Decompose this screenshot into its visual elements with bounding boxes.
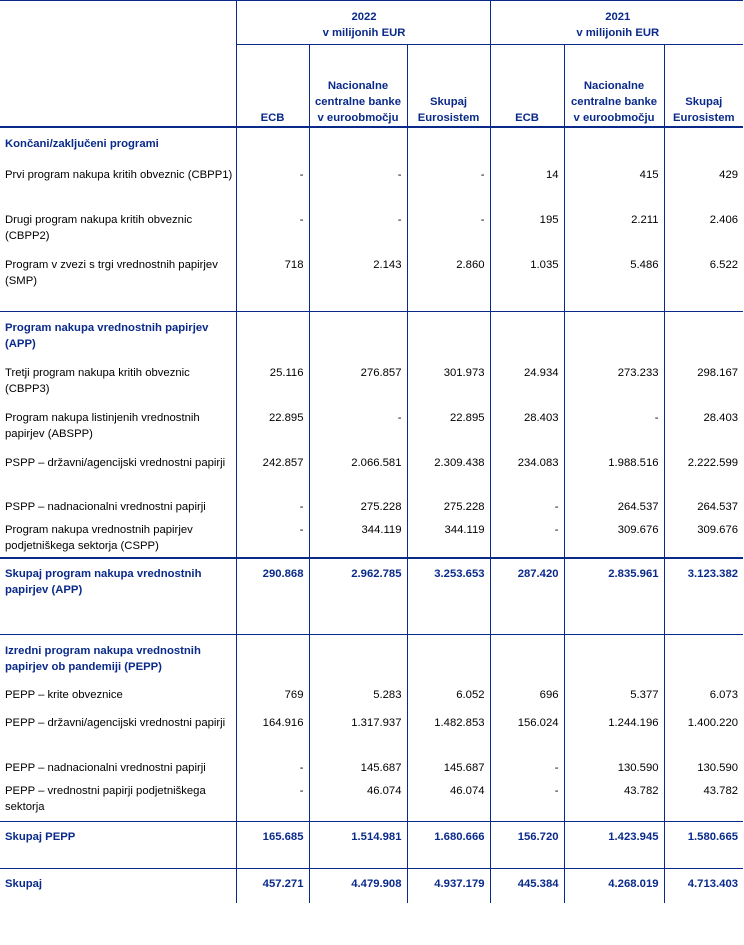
cell-total-2021: 2.406: [709, 213, 739, 226]
cell-ncb-2021: 2.211: [564, 205, 664, 250]
cell-total-2021: 6.522: [709, 258, 739, 271]
cell-total-2022: 2.860: [407, 250, 490, 312]
row-label: PEPP – vrednostni papirji podjetniškega sektorja: [0, 776, 236, 822]
cell-ncb-2021: 2.835.961: [564, 558, 664, 635]
section-concluded-row: [0, 127, 743, 160]
cell-ecb-2022: -: [236, 205, 309, 250]
cell-total-2022: 46.074: [407, 776, 490, 822]
cell-ncb-2022: 46.074: [309, 776, 407, 822]
cell-ncb-2022: -: [309, 205, 407, 250]
cell-ncb-2022: -: [309, 160, 407, 205]
cell-ecb-2022: 290.868: [236, 558, 309, 635]
cell-total-2022: 1.482.853: [407, 708, 490, 753]
cell-ecb-2022: 22.895: [236, 403, 309, 448]
table-row: [0, 358, 743, 403]
col-total-2021: Skupaj Eurosistem: [664, 45, 743, 127]
cell-ncb-2022: -: [309, 403, 407, 448]
cell-ncb-2021: -: [564, 403, 664, 448]
cell-ncb-2022: 344.119: [309, 515, 407, 558]
row-label: PEPP – nadnacionalni vrednostni papirji: [0, 753, 236, 776]
cell-ecb-2021: 287.420: [490, 558, 564, 635]
total-row: [0, 869, 743, 903]
cell-ncb-2022: 275.228: [309, 492, 407, 515]
cell-ncb-2021: 1.244.196: [564, 708, 664, 753]
cell-ncb-2022: 5.283: [309, 680, 407, 708]
table-row: [0, 448, 743, 492]
year-header-row: [0, 1, 743, 45]
row-label: PSPP – državni/agencijski vrednostni papirji: [0, 448, 236, 492]
row-label: Program nakupa listinjenih vrednostnih papirjev (ABSPP): [0, 403, 236, 448]
section-concluded: Končani/zaključeni programi: [0, 127, 236, 160]
pepp-total-rows: [0, 822, 743, 903]
cell-total-2022: 4.937.179: [407, 869, 490, 903]
table-row: [0, 680, 743, 708]
cell-ncb-2022: 2.066.581: [309, 448, 407, 492]
cell-ncb-2021: 4.268.019: [564, 869, 664, 903]
cell-ecb-2022: 457.271: [236, 869, 309, 903]
total-row: [0, 822, 743, 869]
unit-2021: v milijonih EUR: [576, 27, 660, 39]
table-row: [0, 776, 743, 822]
cell-total-2021: 429: [719, 168, 739, 181]
cell-ecb-2021: 24.934: [490, 358, 564, 403]
row-label: Skupaj program nakupa vrednostnih papirjev (APP): [0, 558, 236, 635]
table-row: [0, 753, 743, 776]
pepp-rows: [0, 680, 743, 822]
cell-ecb-2021: 1.035: [490, 250, 564, 312]
cell-ecb-2022: 165.685: [236, 822, 309, 869]
table-row: [0, 708, 743, 753]
cell-ncb-2022: 145.687: [309, 753, 407, 776]
cell-total-2022: 301.973: [407, 358, 490, 403]
cell-ncb-2021: 130.590: [564, 753, 664, 776]
cell-ecb-2021: 195: [490, 205, 564, 250]
cell-total-2021: 264.537: [697, 500, 739, 513]
section-pepp: Izredni program nakupa vrednostnih papirjev ob pandemiji (PEPP): [0, 635, 236, 680]
cell-total-2021: 130.590: [697, 761, 739, 774]
cell-total-2021: 4.713.403: [664, 869, 743, 903]
col-total-2022: Skupaj Eurosistem: [407, 45, 490, 127]
total-row: [0, 558, 743, 635]
cell-ecb-2022: -: [236, 160, 309, 205]
cell-total-2022: 3.253.653: [407, 558, 490, 635]
cell-ecb-2022: 164.916: [236, 708, 309, 753]
cell-ecb-2021: -: [490, 492, 564, 515]
table-row: [0, 492, 743, 515]
cell-ecb-2021: 234.083: [490, 448, 564, 492]
cell-ncb-2021: 1.423.945: [564, 822, 664, 869]
cell-total-2021: 2.222.599: [687, 456, 739, 469]
year-2021: 2021: [605, 11, 631, 23]
cell-ecb-2021: 696: [490, 680, 564, 708]
cell-ncb-2021: 5.486: [564, 250, 664, 312]
cell-ecb-2021: 28.403: [490, 403, 564, 448]
col-ncb-2022: Nacionalne centralne banke v euroobmočju: [309, 45, 407, 127]
cell-ncb-2021: 273.233: [564, 358, 664, 403]
cell-ecb-2021: -: [490, 753, 564, 776]
cell-ncb-2022: 2.962.785: [309, 558, 407, 635]
col-ecb-2021: ECB: [490, 45, 564, 127]
row-label: Drugi program nakupa kritih obveznic (CBPP2): [0, 205, 236, 250]
cell-ncb-2021: 415: [564, 160, 664, 205]
col-ncb-2021: Nacionalne centralne banke v euroobmočju: [564, 45, 664, 127]
table-row: [0, 160, 743, 205]
section-app: Program nakupa vrednostnih papirjev (APP): [0, 312, 236, 358]
cell-ncb-2021: 309.676: [564, 515, 664, 558]
cell-ncb-2021: 5.377: [564, 680, 664, 708]
cell-ecb-2021: 156.024: [490, 708, 564, 753]
cell-total-2022: 6.052: [407, 680, 490, 708]
year-2021-header: [490, 1, 743, 45]
cell-ecb-2021: -: [490, 515, 564, 558]
cell-ecb-2022: -: [236, 492, 309, 515]
year-2022: 2022: [351, 11, 377, 23]
cell-ecb-2021: 445.384: [490, 869, 564, 903]
table-row: [0, 250, 743, 312]
row-label: PEPP – krite obveznice: [0, 680, 236, 708]
cell-ecb-2021: -: [490, 776, 564, 822]
cell-total-2021: 28.403: [703, 411, 739, 424]
cell-total-2021: 43.782: [703, 784, 739, 797]
section-pepp-row: [0, 635, 743, 680]
app-rows: [0, 358, 743, 558]
col-ecb-2022: ECB: [236, 45, 309, 127]
cell-total-2021: 3.123.382: [664, 558, 743, 635]
table-row: [0, 205, 743, 250]
cell-total-2022: 22.895: [407, 403, 490, 448]
cell-total-2022: 145.687: [407, 753, 490, 776]
cell-total-2021: 298.167: [697, 366, 739, 379]
cell-total-2022: 344.119: [407, 515, 490, 558]
concluded-rows: [0, 160, 743, 312]
cell-ncb-2022: 4.479.908: [309, 869, 407, 903]
section-app-row: [0, 312, 743, 358]
cell-total-2022: -: [407, 160, 490, 205]
cell-ncb-2022: 2.143: [309, 250, 407, 312]
cell-ncb-2022: 276.857: [309, 358, 407, 403]
row-label: PSPP – nadnacionalni vrednostni papirji: [0, 492, 236, 515]
cell-ncb-2021: 264.537: [564, 492, 664, 515]
cell-ecb-2021: 14: [490, 160, 564, 205]
cell-ecb-2022: -: [236, 776, 309, 822]
cell-total-2022: -: [407, 205, 490, 250]
row-label: PEPP – državni/agencijski vrednostni papirji: [0, 708, 236, 753]
cell-ecb-2022: 25.116: [236, 358, 309, 403]
cell-total-2021: 6.073: [709, 688, 739, 701]
row-label: Prvi program nakupa kritih obveznic (CBPP1): [0, 160, 236, 205]
row-label: Program nakupa vrednostnih papirjev podjetniškega sektorja (CSPP): [0, 515, 236, 558]
cell-total-2022: 2.309.438: [407, 448, 490, 492]
cell-ncb-2022: 1.514.981: [309, 822, 407, 869]
cell-total-2022: 275.228: [407, 492, 490, 515]
unit-2022: v milijonih EUR: [322, 27, 406, 39]
cell-total-2021: 1.400.220: [687, 716, 739, 729]
cell-ecb-2022: 769: [236, 680, 309, 708]
cell-total-2022: 1.680.666: [407, 822, 490, 869]
row-label: Tretji program nakupa kritih obveznic (CBPP3): [0, 358, 236, 403]
cell-total-2021: 309.676: [697, 523, 739, 536]
year-2022-header: [236, 1, 490, 45]
cell-ecb-2022: -: [236, 515, 309, 558]
app-total-rows: [0, 558, 743, 635]
cell-ecb-2022: 718: [236, 250, 309, 312]
row-label: Skupaj PEPP: [0, 822, 236, 869]
cell-ncb-2021: 1.988.516: [564, 448, 664, 492]
table-row: [0, 403, 743, 448]
row-label: Skupaj: [0, 869, 236, 903]
cell-ncb-2021: 43.782: [564, 776, 664, 822]
cell-ecb-2022: -: [236, 753, 309, 776]
cell-ncb-2022: 1.317.937: [309, 708, 407, 753]
cell-total-2021: 1.580.665: [664, 822, 743, 869]
cell-ecb-2022: 242.857: [236, 448, 309, 492]
table-row: [0, 515, 743, 558]
cell-ecb-2021: 156.720: [490, 822, 564, 869]
row-label: Program v zvezi s trgi vrednostnih papirjev (SMP): [0, 250, 236, 312]
